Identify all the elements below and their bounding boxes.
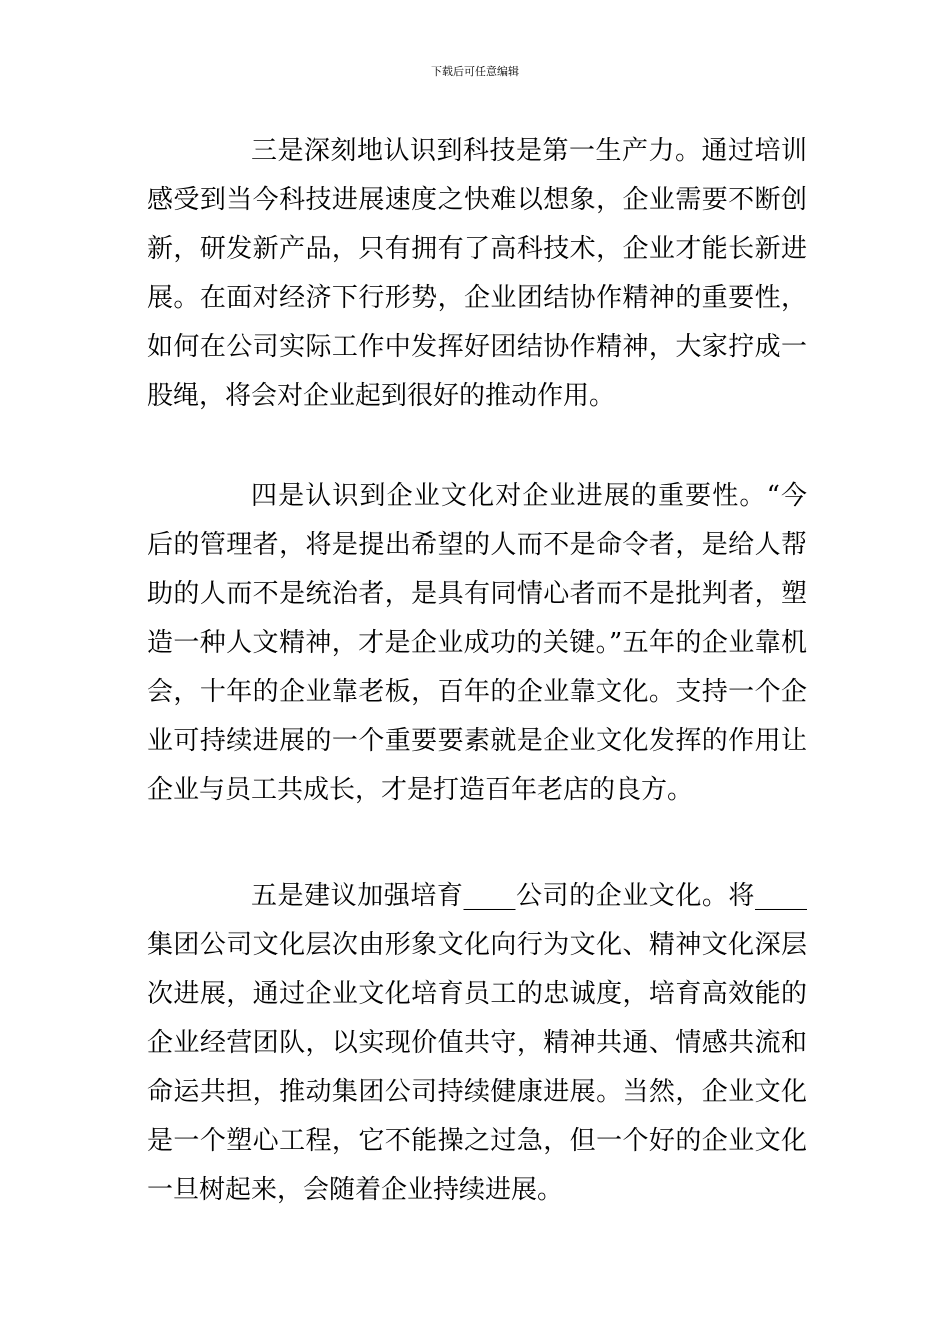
paragraph-five: 五是建议加强培育____公司的企业文化。将____集团公司文化层次由形象文化向行为文化、精神文化深层次进展，通过企业文化培育员工的忠诚度，培育高效能的企业经营团队，以实现价值共守，精神共通、情感共流和命运共担，推动集团公司持续健康进展。当然，企业文化是一个塑心工程，它不能操之过急，但一个好的企业文化一旦树起来，会随着企业持续进展。 xyxy=(147,881,807,1205)
paragraph-three: 三是深刻地认识到科技是第一生产力。通过培训感受到当今科技进展速度之快难以想象，企业需要不断创新，研发新产品，只有拥有了高科技术，企业才能长新进展。在面对经济下行形势，企业团结协作精神的重要性，如何在公司实际工作中发挥好团结协作精神，大家拧成一股绳，将会对企业起到很好的推动作用。 xyxy=(147,136,807,411)
paragraph-four: 四是认识到企业文化对企业进展的重要性。“今后的管理者，将是提出希望的人而不是命令者，是给人帮助的人而不是统治者，是具有同情心者而不是批判者，塑造一种人文精神，才是企业成功的关键。”五年的企业靠机会，十年的企业靠老板，百年的企业靠文化。支持一个企业可持续进展的一个重要要素就是企业文化发挥的作用让企业与员工共成长，才是打造百年老店的良方。 xyxy=(147,481,807,805)
page-header: 下载后可任意编辑 xyxy=(431,65,519,78)
